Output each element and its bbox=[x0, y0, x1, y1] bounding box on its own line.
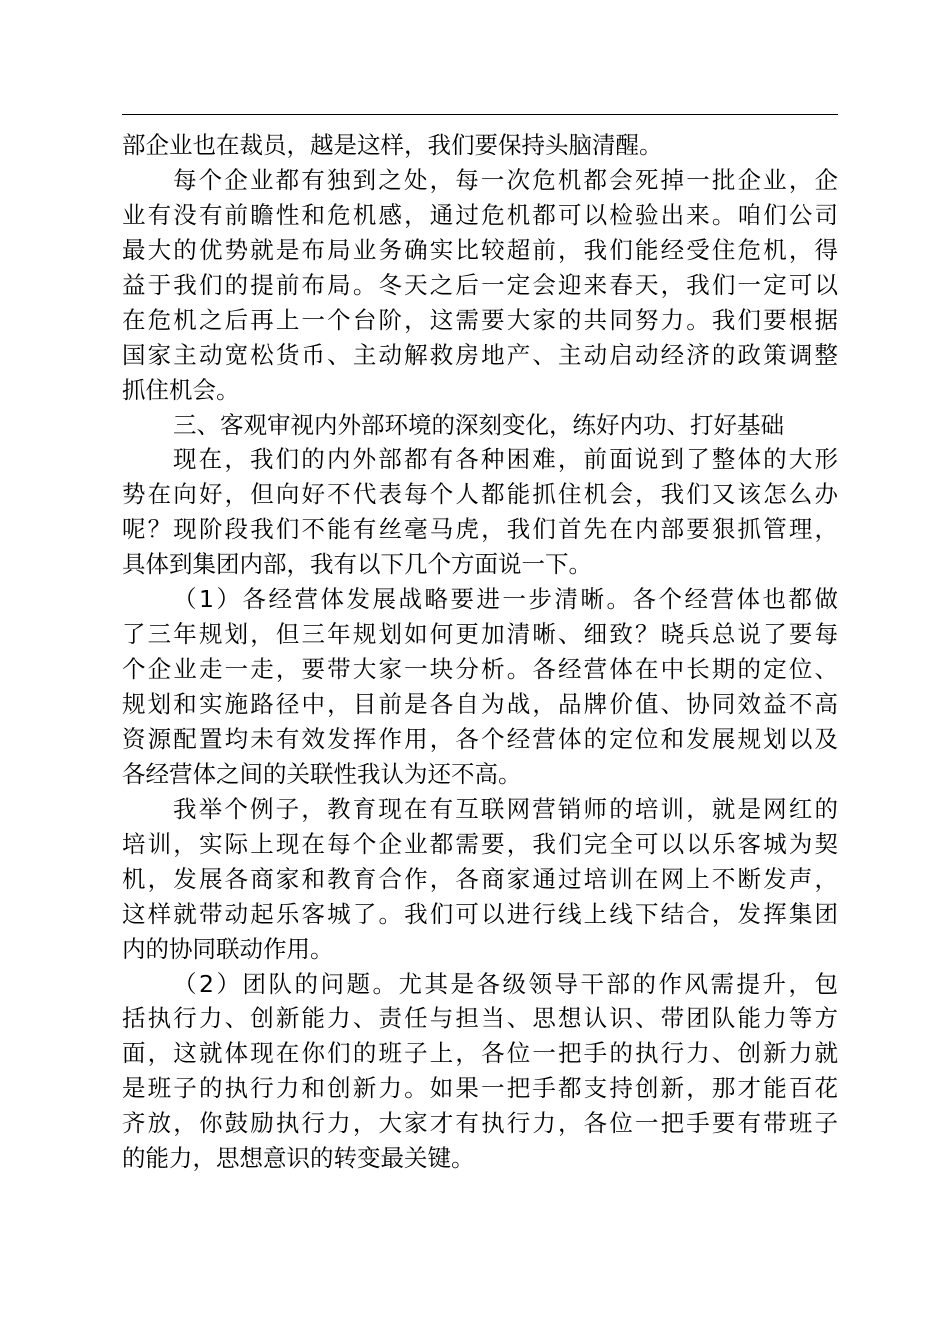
text-line: 面，这就体现在你们的班子上，各位一把手的执行力、创新力就 bbox=[122, 1039, 838, 1068]
text-line: 我举个例子，教育现在有互联网营销师的培训，就是网红的 bbox=[173, 794, 838, 823]
text-line: 各经营体之间的关联性我认为还不高。 bbox=[122, 759, 522, 788]
text-line: 益于我们的提前布局。冬天之后一定会迎来春天，我们一定可以 bbox=[122, 270, 838, 299]
text-line: 培训，实际上现在每个企业都需要，我们完全可以以乐客城为契 bbox=[122, 829, 838, 858]
document-body bbox=[122, 128, 838, 1176]
text-line: 这样就带动起乐客城了。我们可以进行线上线下结合，发挥集团 bbox=[122, 899, 838, 928]
text-line: 抓住机会。 bbox=[122, 375, 240, 404]
text-line: 具体到集团内部，我有以下几个方面说一下。 bbox=[122, 550, 592, 579]
text-line: 齐放，你鼓励执行力，大家才有执行力，各位一把手要有带班子 bbox=[122, 1109, 838, 1138]
text-line: 内的协同联动作用。 bbox=[122, 934, 334, 963]
text-line: 机，发展各商家和教育合作，各商家通过培训在网上不断发声， bbox=[122, 864, 838, 893]
text-line: 业有没有前瞻性和危机感，通过危机都可以检验出来。咱们公司 bbox=[122, 200, 838, 229]
text-line: 括执行力、创新能力、责任与担当、思想认识、带团队能力等方 bbox=[122, 1004, 838, 1033]
text-line: 呢？现阶段我们不能有丝毫马虎，我们首先在内部要狠抓管理， bbox=[122, 515, 838, 544]
text-line: 最大的优势就是布局业务确实比较超前，我们能经受住危机，得 bbox=[122, 235, 838, 264]
text-line: （1）各经营体发展战略要进一步清晰。各个经营体也都做 bbox=[173, 585, 838, 614]
text-line: 资源配置均未有效发挥作用，各个经营体的定位和发展规划以及 bbox=[122, 724, 838, 753]
text-line: 势在向好，但向好不代表每个人都能抓住机会，我们又该怎么办 bbox=[122, 480, 838, 509]
text-line: 现在，我们的内外部都有各种困难，前面说到了整体的大形 bbox=[173, 445, 838, 474]
text-line: 规划和实施路径中，目前是各自为战，品牌价值、协同效益不高 bbox=[122, 690, 838, 718]
text-line: 在危机之后再上一个台阶，这需要大家的共同努力。我们要根据 bbox=[122, 305, 838, 334]
text-line: 了三年规划，但三年规划如何更加清晰、细致？晓兵总说了要每 bbox=[122, 620, 838, 649]
header-rule bbox=[122, 114, 838, 115]
text-line: 三、客观审视内外部环境的深刻变化，练好内功、打好基础 bbox=[173, 410, 784, 439]
text-line: 个企业走一走，要带大家一块分析。各经营体在中长期的定位、 bbox=[122, 655, 838, 684]
text-line: （2）团队的问题。尤其是各级领导干部的作风需提升，包 bbox=[173, 969, 838, 998]
text-line: 部企业也在裁员，越是这样，我们要保持头脑清醒。 bbox=[122, 131, 663, 159]
text-line: 的能力，思想意识的转变最关键。 bbox=[122, 1144, 475, 1173]
text-line: 每个企业都有独到之处，每一次危机都会死掉一批企业，企 bbox=[173, 165, 838, 194]
text-line: 是班子的执行力和创新力。如果一把手都支持创新，那才能百花 bbox=[122, 1074, 838, 1103]
text-line: 国家主动宽松货币、主动解救房地产、主动启动经济的政策调整 bbox=[122, 340, 838, 369]
